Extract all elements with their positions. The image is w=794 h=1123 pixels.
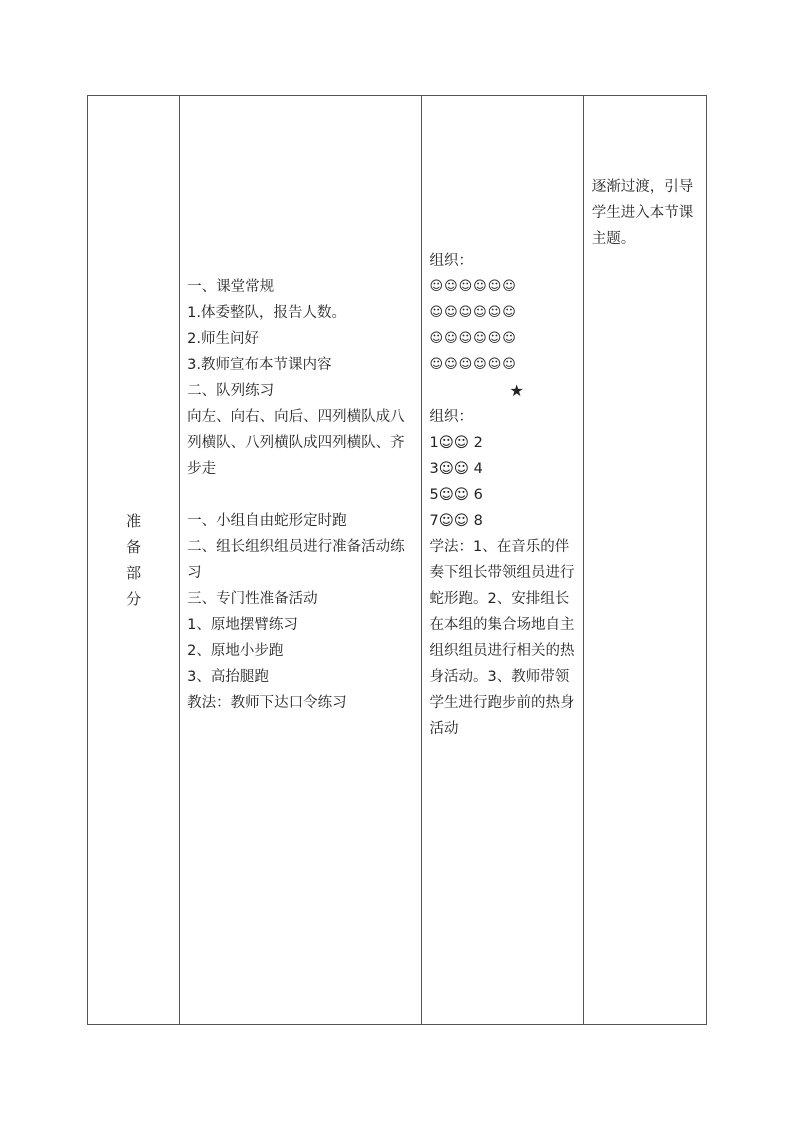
table-row: [88, 96, 707, 1025]
spacer: [187, 482, 416, 508]
lesson-plan-table: [87, 95, 707, 1025]
content-line: 3.教师宣布本节课内容: [187, 357, 332, 373]
content-cell: [180, 96, 421, 1025]
note-cell: [583, 96, 706, 1025]
org-label: 组织：: [429, 409, 474, 425]
organization-cell: [421, 96, 583, 1025]
teaching-content: [180, 96, 420, 716]
org-label: 组织：: [429, 253, 474, 269]
section-cell: [88, 96, 180, 1025]
teacher-star-icon: ★: [509, 381, 524, 400]
formation-row: ☺☺☺☺☺☺: [429, 357, 517, 372]
formation-row: ☺☺☺☺☺☺: [429, 279, 517, 294]
section-label: [88, 96, 179, 1024]
content-paragraph: 二、组长组织组员进行准备活动练习: [187, 539, 405, 581]
formation-row: ☺☺☺☺☺☺: [429, 331, 517, 346]
group-pair-row: 3☺☺ 4: [429, 461, 483, 477]
section-char: 部: [126, 564, 142, 582]
content-line: 2.师生问好: [187, 331, 259, 347]
content-paragraph: 向左、向右、向后、四列横队成八列横队、八列横队成四列横队、齐步走: [187, 409, 405, 477]
section-char: 备: [126, 538, 142, 556]
content-line: 三、专门性准备活动: [187, 591, 318, 607]
group-pair-row: 5☺☺ 6: [429, 487, 483, 503]
content-line: 1、原地摆臂练习: [187, 617, 298, 633]
section-char: 准: [126, 512, 142, 530]
formation-row: ☺☺☺☺☺☺: [429, 305, 517, 320]
group-pair-row: 1☺☺ 2: [429, 435, 483, 451]
design-note: 逐渐过渡，引导学生进入本节课主题。: [591, 179, 694, 247]
content-line: 1.体委整队，报告人数。: [187, 305, 346, 321]
content-line: 教法：教师下达口令练习: [187, 695, 347, 711]
content-line: 2、原地小步跑: [187, 643, 284, 659]
learning-method: 学法：1、在音乐的伴奏下组长带领组员进行蛇形跑。2、安排组长在本组的集合场地自主组织组员进行相关的热身活动。3、教师带领学生进行跑步前的热身活动: [429, 539, 575, 737]
organization-content: [422, 96, 583, 742]
content-line: 一、课堂常规: [187, 279, 275, 295]
group-pair-row: 7☺☺ 8: [429, 513, 483, 529]
content-line: 一、小组自由蛇形定时跑: [187, 513, 347, 529]
content-line: 3、高抬腿跑: [187, 669, 269, 685]
content-line: 二、队列练习: [187, 383, 275, 399]
section-char: 分: [126, 590, 142, 608]
